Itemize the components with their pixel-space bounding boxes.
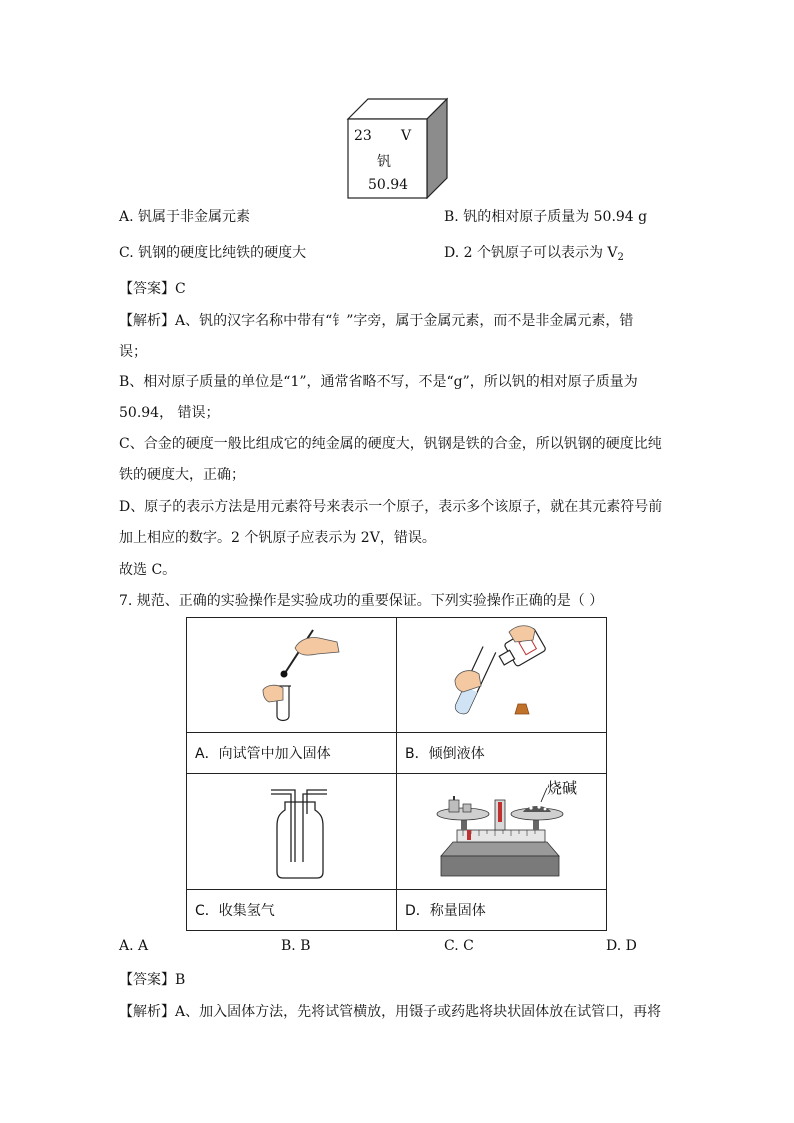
balance-substance-label: 烧碱 [547,779,578,797]
q6-analysis-line-2: 误； [119,344,147,360]
q7-image-a [187,618,397,733]
element-card [346,97,448,199]
q6-analysis-line-8: 加上相应的数字。2 个钒原子应表示为 2V，错误。 [119,530,436,546]
q7-choice-c: C. C [444,938,474,954]
q6-analysis-line-4: 50.94， 错误； [119,405,220,421]
q6-analysis-line-6: 铁的硬度大，正确； [119,467,245,483]
q6-option-d [444,242,624,263]
q7-label-d: D．称量固体 [397,890,607,931]
q6-analysis-line-5: C、合金的硬度一般比组成它的纯金属的硬度大，钒钢是铁的合金，所以钒钢的硬度比纯 [119,436,662,452]
q7-image-b [397,618,607,733]
atomic-number: 23 [354,128,372,144]
q6-option-b: B. 钒的相对原子质量为 50.94 g [444,209,648,225]
q6-analysis-line-9: 故选 C。 [119,562,177,578]
q7-image-d [397,774,607,890]
element-symbol: V [401,128,412,144]
q7-label-b: B．倾倒液体 [397,733,607,774]
gas-collection-bottle-illustration [187,774,405,889]
q7-stem: 7. 规范、正确的实验操作是实验成功的重要保证。下列实验操作正确的是（ ） [119,593,604,609]
q6-analysis-line-3: B、相对原子质量的单位是“1”，通常省略不写，不是“g”，所以钒的相对原子质量为 [119,374,638,390]
q6-option-a: A. 钒属于非金属元素 [119,209,251,225]
q7-label-c: C．收集氢气 [187,890,397,931]
q7-image-c [187,774,397,890]
pour-liquid-illustration [397,618,600,732]
q7-analysis-line-1: 【解析】A、加入固体方法，先将试管横放，用镊子或药匙将块状固体放在试管口，再将 [119,1004,662,1020]
q6-option-c: C. 钒钢的硬度比纯铁的硬度大 [119,245,307,261]
q6-analysis-line-1: 【解析】A、钒的汉字名称中带有“钅”字旁，属于金属元素，而不是非金属元素，错 [119,313,634,329]
q7-choice-b: B. B [281,938,311,954]
q7-choice-a: A. A [119,938,149,954]
q7-answer: 【答案】B [119,972,186,988]
q6-option-d-subscript: 2 [617,252,624,263]
q6-answer: 【答案】C [119,281,186,297]
q7-choice-d: D. D [606,938,637,954]
q7-options-table [186,617,607,931]
atomic-mass: 50.94 [368,177,409,193]
element-name: 钒 [377,154,391,170]
q7-label-a: A．向试管中加入固体 [187,733,397,774]
q6-option-d-text: D. 2 个钒原子可以表示为 V [444,245,618,261]
q6-analysis-line-7: D、原子的表示方法是用元素符号来表示一个原子，表示多个该原子，就在其元素符号前 [119,499,663,515]
add-solid-to-test-tube-illustration [187,618,405,732]
